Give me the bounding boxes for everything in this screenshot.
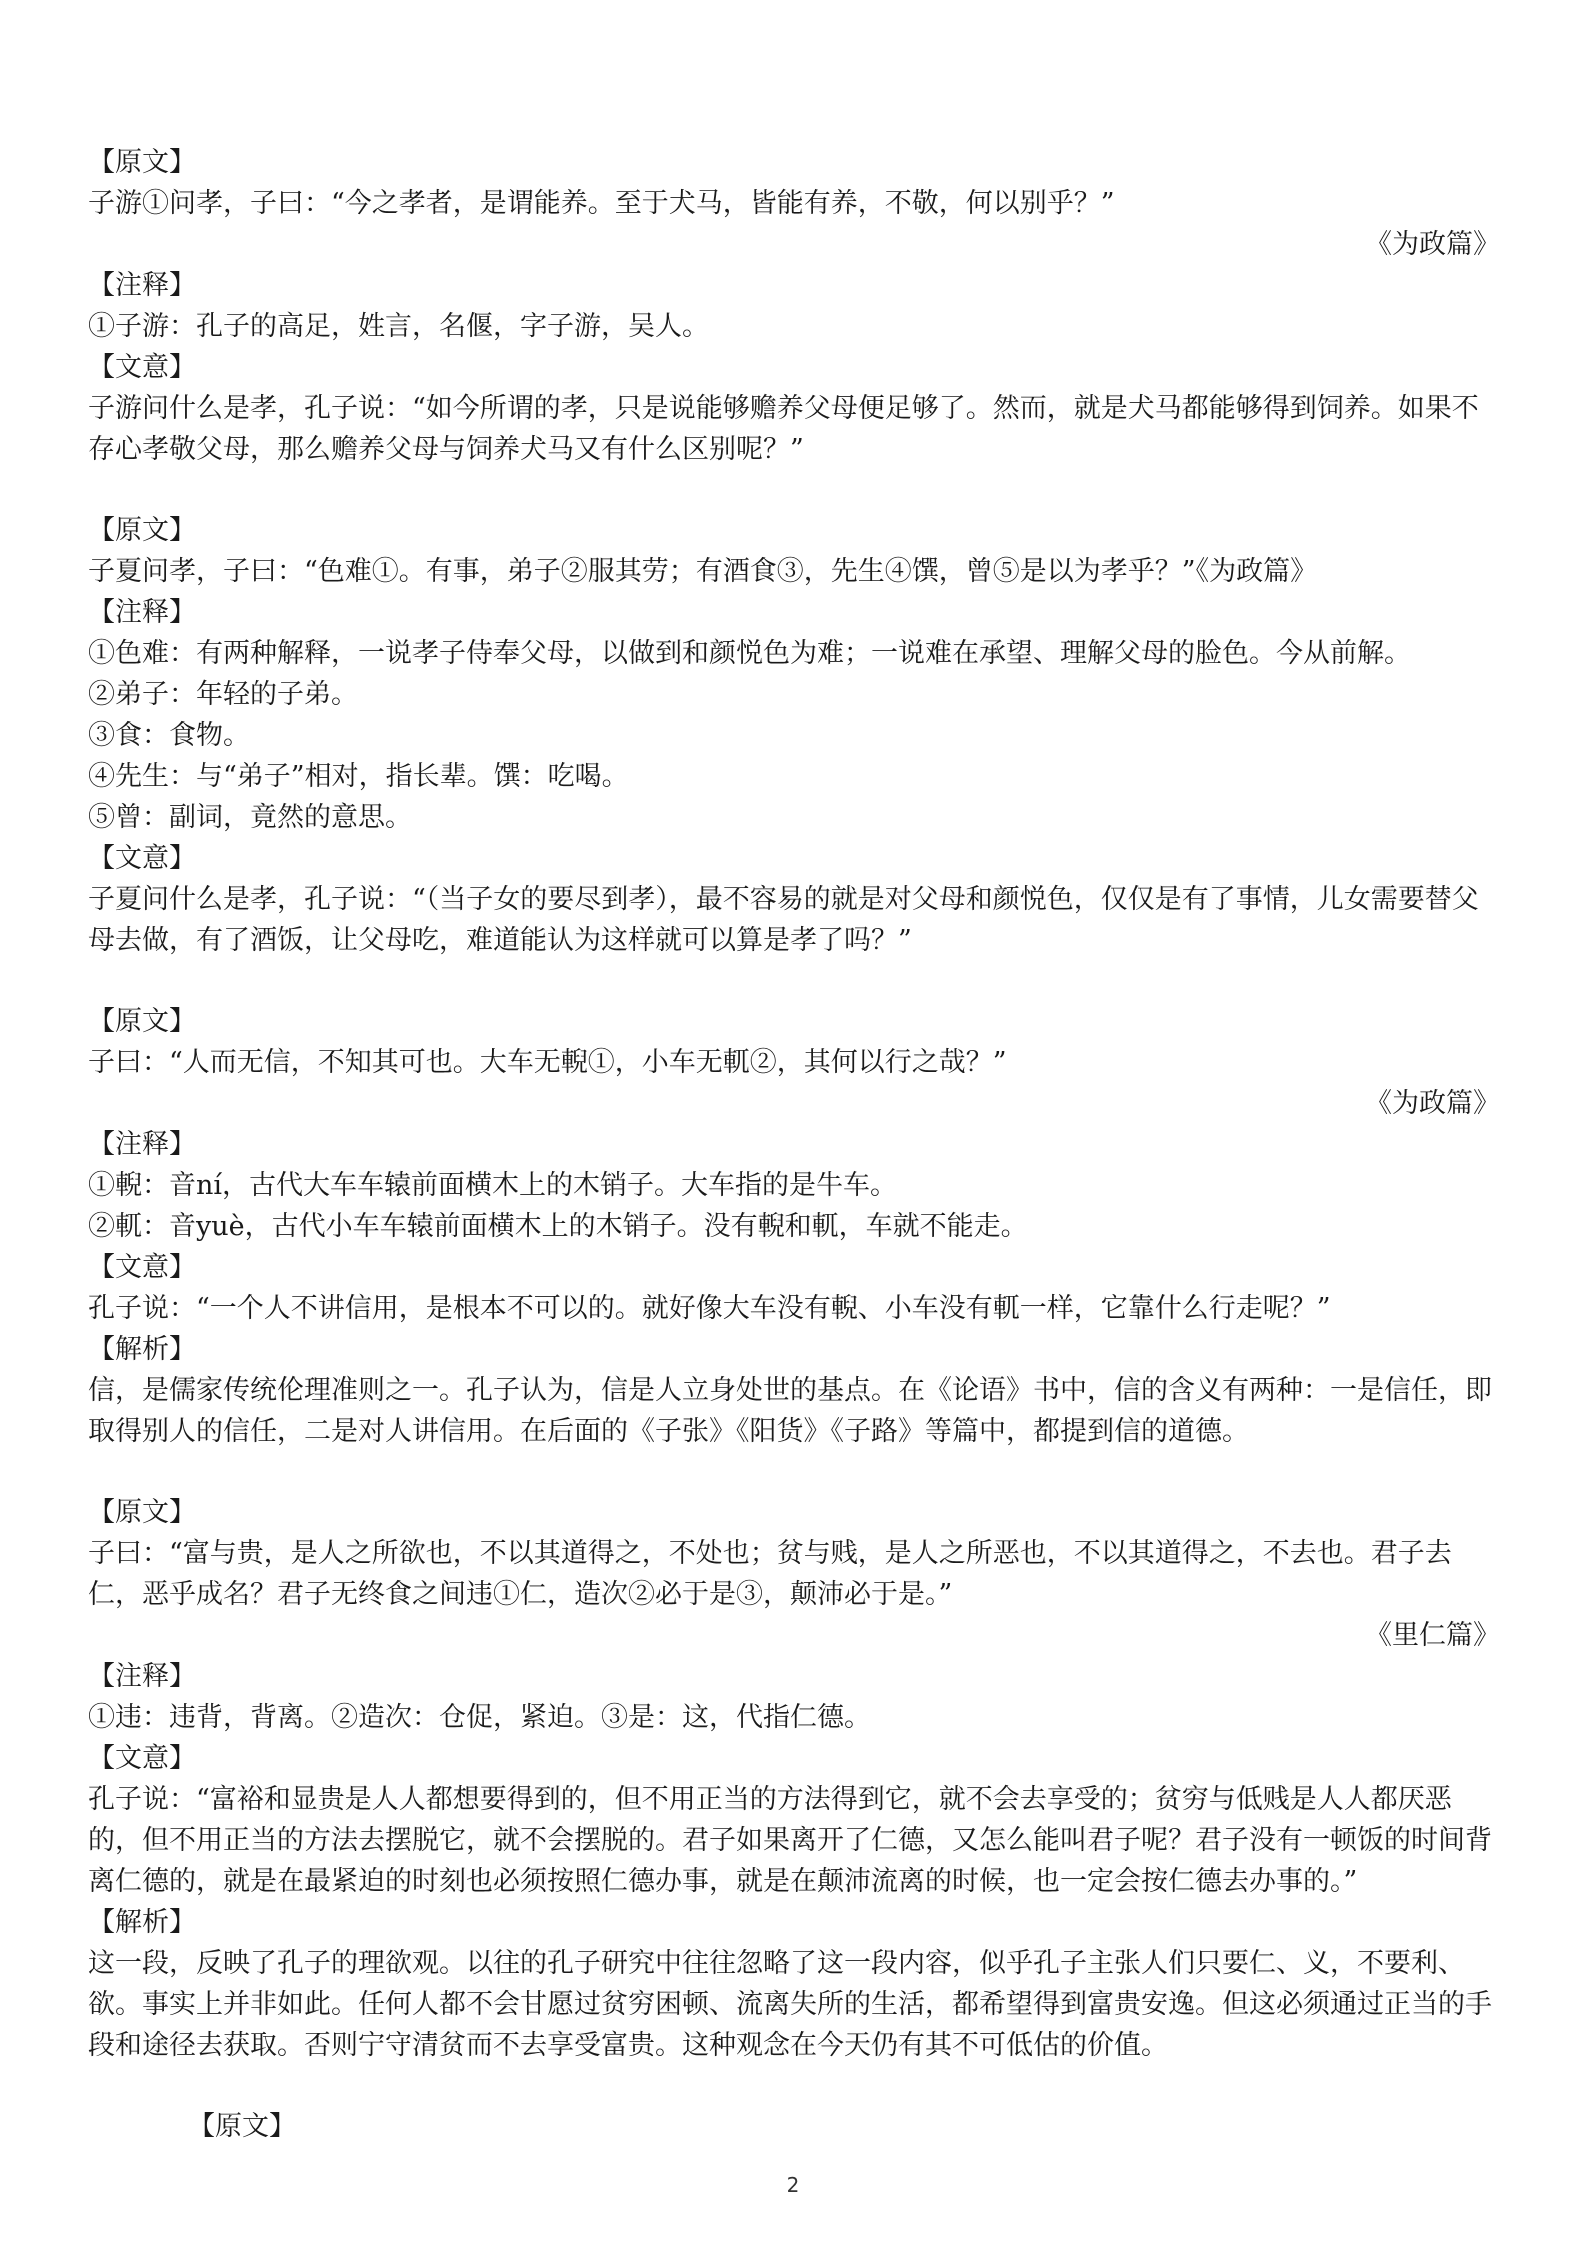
- original-label: 【原文】: [88, 147, 196, 178]
- section-gap: [88, 1452, 1500, 1492]
- meaning-text: 孔子说：“富裕和显贵是人人都想要得到的，但不用正当的方法得到它，就不会去享受的；贫穷与低贱是人人都厌恶的，但不用正当的方法去摆脱它，就不会摆脱的。君子如果离开了仁德，又怎么能叫君子呢？君子没有一顿饭的时间背离仁德的，就是在最紧迫的时刻也必须按照仁德办事，就是在颠沛流离的时候，也一定会按仁德去办事的。”: [88, 1784, 1492, 1897]
- analysis-text: 信，是儒家传统伦理准则之一。孔子认为，信是人立身处世的基点。在《论语》书中，信的含义有两种：一是信任，即取得别人的信任，二是对人讲信用。在后面的《子张》《阳货》《子路》等篇中，都提到信的道德。: [88, 1375, 1492, 1447]
- note-item: ④先生：与“弟子”相对，指长辈。馔：吃喝。: [88, 761, 629, 792]
- note-item: ①子游：孔子的高足，姓言，名偃，字子游，吴人。: [88, 311, 709, 342]
- meaning-label: 【文意】: [88, 352, 196, 383]
- note-item: ②軏：音yuè，古代小车车辕前面横木上的木销子。没有輗和軏，车就不能走。: [88, 1211, 1028, 1242]
- note-item: ①輗：音ní，古代大车车辕前面横木上的木销子。大车指的是牛车。: [88, 1170, 898, 1201]
- original-label: 【原文】: [88, 1006, 196, 1037]
- note-item: ①违：违背，背离。②造次：仓促，紧迫。③是：这，代指仁德。: [88, 1702, 871, 1733]
- source-chapter: 《里仁篇》: [1365, 1620, 1500, 1651]
- source-chapter: 《为政篇》: [1365, 229, 1500, 260]
- note-item: ①色难：有两种解释，一说孝子侍奉父母，以做到和颜悦色为难；一说难在承望、理解父母的脸色。今从前解。: [88, 638, 1411, 669]
- note-item: ⑤曾：副词，竟然的意思。: [88, 802, 412, 833]
- document-body: [88, 142, 1500, 2147]
- original-text: 子曰：“富与贵，是人之所欲也，不以其道得之，不处也；贫与贱，是人之所恶也，不以其道得之，不去也。君子去仁，恶乎成名？君子无终食之间违①仁，造次②必于是③，颠沛必于是。”: [88, 1538, 1452, 1610]
- meaning-label: 【文意】: [88, 1252, 196, 1283]
- meaning-label: 【文意】: [88, 843, 196, 874]
- notes-label: 【注释】: [88, 1661, 196, 1692]
- page-number: 2: [786, 2173, 800, 2197]
- notes-label: 【注释】: [88, 1129, 196, 1160]
- analysis-label: 【解析】: [88, 1334, 196, 1365]
- original-text: 子曰：“人而无信，不知其可也。大车无輗①，小车无軏②，其何以行之哉？”: [88, 1047, 1007, 1078]
- section-gap: [88, 470, 1500, 510]
- original-label: 【原文】: [188, 2111, 296, 2142]
- original-text: 子夏问孝，子曰：“色难①。有事，弟子②服其劳；有酒食③，先生④馔，曾⑤是以为孝乎？”《为政篇》: [88, 556, 1318, 587]
- notes-label: 【注释】: [88, 597, 196, 628]
- meaning-text: 子游问什么是孝，孔子说：“如今所谓的孝，只是说能够赡养父母便足够了。然而，就是犬马都能够得到饲养。如果不存心孝敬父母，那么赡养父母与饲养犬马又有什么区别呢？”: [88, 393, 1479, 465]
- source-chapter: 《为政篇》: [1365, 1088, 1500, 1119]
- note-item: ②弟子：年轻的子弟。: [88, 679, 358, 710]
- note-item: ③食：食物。: [88, 720, 250, 751]
- meaning-text: 子夏问什么是孝，孔子说：“（当子女的要尽到孝），最不容易的就是对父母和颜悦色，仅仅是有了事情，儿女需要替父母去做，有了酒饭，让父母吃，难道能认为这样就可以算是孝了吗？”: [88, 884, 1479, 956]
- original-text: 子游①问孝，子曰：“今之孝者，是谓能养。至于犬马，皆能有养，不敬，何以别乎？”: [88, 188, 1115, 219]
- analysis-text: 这一段，反映了孔子的理欲观。以往的孔子研究中往往忽略了这一段内容，似乎孔子主张人们只要仁、义，不要利、欲。事实上并非如此。任何人都不会甘愿过贫穷困顿、流离失所的生活，都希望得到富贵安逸。但这必须通过正当的手段和途径去获取。否则宁守清贫而不去享受富贵。这种观念在今天仍有其不可低估的价值。: [88, 1948, 1492, 2061]
- notes-label: 【注释】: [88, 270, 196, 301]
- section-gap: [88, 961, 1500, 1001]
- original-label: 【原文】: [88, 515, 196, 546]
- section-gap: [88, 2066, 1500, 2106]
- meaning-label: 【文意】: [88, 1743, 196, 1774]
- analysis-label: 【解析】: [88, 1907, 196, 1938]
- original-label: 【原文】: [88, 1497, 196, 1528]
- meaning-text: 孔子说：“一个人不讲信用，是根本不可以的。就好像大车没有輗、小车没有軏一样，它靠什么行走呢？”: [88, 1293, 1331, 1324]
